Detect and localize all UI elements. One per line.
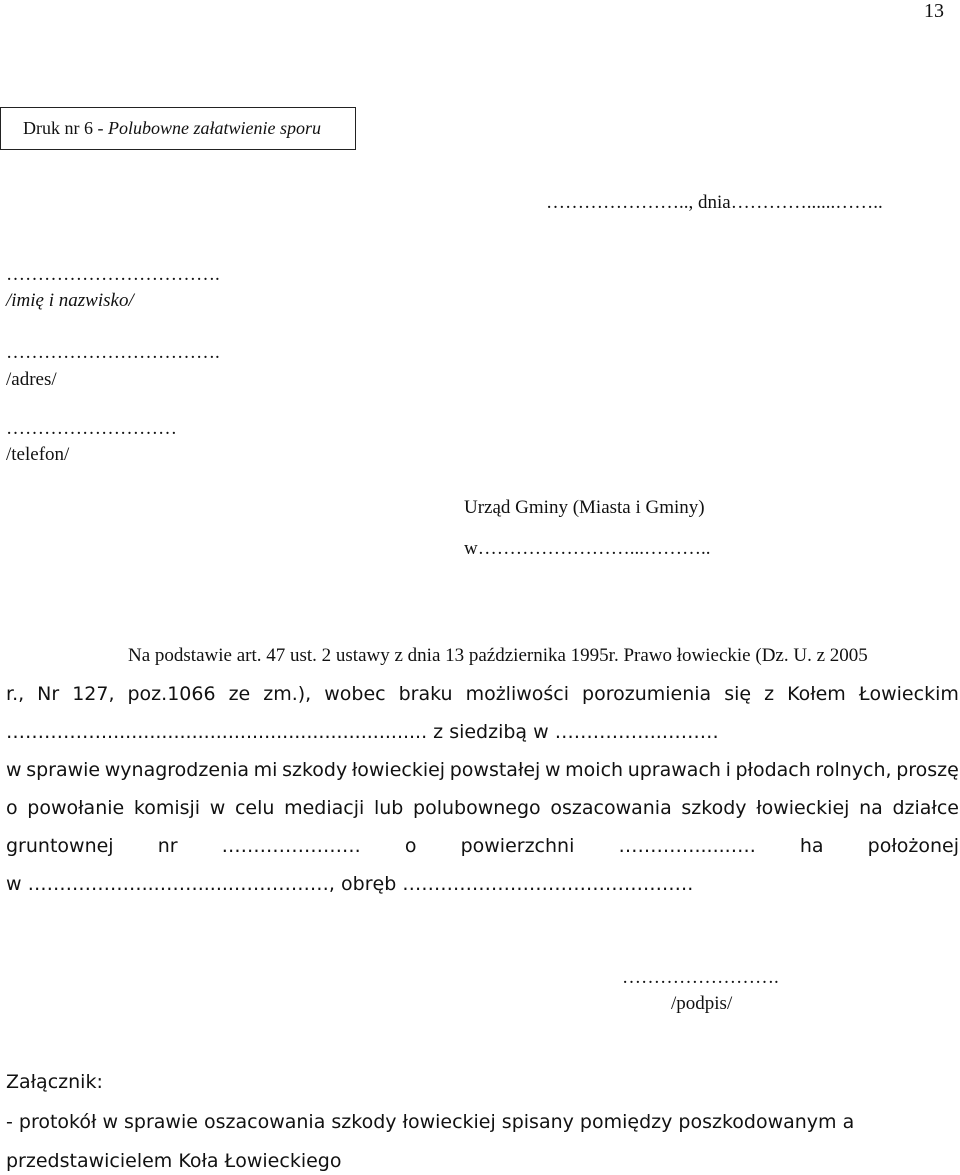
body-line-7: w ………………...……......……………, obręb ……………………………………….	[6, 873, 694, 895]
body-word: wobec	[324, 683, 386, 705]
address-dots: …………………………….	[6, 342, 220, 363]
attachment-line-2: przedstawicielem Koła Łowieckiego	[6, 1150, 342, 1172]
recipient-location: w……………………...………..	[464, 538, 711, 559]
body-word: szkody	[282, 759, 348, 781]
body-word: ze	[228, 683, 251, 705]
body-word: na	[859, 797, 883, 819]
phone-label: /telefon/	[6, 444, 70, 465]
body-word: szkody	[681, 797, 747, 819]
body-word: łowieckiej	[351, 759, 446, 781]
body-word: Łowieckim	[858, 683, 959, 705]
body-word: o	[6, 797, 18, 819]
body-line-2	[6, 683, 959, 705]
body-word: możliwości	[465, 683, 570, 705]
body-word: porozumienia	[582, 683, 712, 705]
address-label: /adres/	[6, 369, 57, 390]
body-word: płodach	[735, 759, 811, 781]
body-word: proszę	[896, 759, 959, 781]
body-word: nr	[157, 835, 178, 857]
body-word: i	[725, 759, 731, 781]
body-word: braku	[398, 683, 453, 705]
name-dots: …………………………….	[6, 264, 220, 285]
body-word: ………………….	[221, 835, 361, 857]
body-word: z	[764, 683, 775, 705]
body-word: mediacji	[284, 797, 365, 819]
place-date-line: ………………….., dnia…………......……..	[546, 192, 883, 213]
name-label: /imię i nazwisko/	[6, 290, 134, 311]
body-word: się	[724, 683, 752, 705]
body-word: powierzchni	[460, 835, 575, 857]
attachment-line-1: - protokół w sprawie oszacowania szkody łowieckiej spisany pomiędzy poszkodowanym a	[6, 1111, 855, 1133]
body-word: komisji	[133, 797, 201, 819]
body-line-5	[6, 797, 959, 819]
phone-dots: ………………………	[6, 418, 177, 439]
body-word: r.,	[6, 683, 25, 705]
body-word: wynagrodzenia	[104, 759, 249, 781]
body-word: mi	[253, 759, 278, 781]
body-word: działce	[892, 797, 959, 819]
signature-label: /podpis/	[671, 993, 733, 1014]
page-number: 13	[924, 0, 944, 22]
body-word: poz.1066	[127, 683, 216, 705]
body-word: lub	[373, 797, 404, 819]
body-word: sprawie	[26, 759, 101, 781]
signature-dots: …………………….	[622, 967, 779, 988]
body-line-3: ……………...................................................... z siedzibą w ……………..………	[6, 721, 719, 743]
form-number: Druk nr 6 -	[23, 118, 104, 138]
form-title: Polubowne załatwienie sporu	[107, 118, 321, 138]
body-word: 127,	[72, 683, 115, 705]
body-line-4	[6, 759, 959, 781]
body-word: polubownego	[413, 797, 541, 819]
body-word: gruntownej	[6, 835, 114, 857]
form-title-box	[0, 107, 356, 150]
body-word: w	[544, 759, 561, 781]
body-word: położonej	[867, 835, 959, 857]
body-word: w	[6, 759, 22, 781]
body-word: Kołem	[787, 683, 846, 705]
body-word: rolnych,	[815, 759, 892, 781]
body-word: w	[209, 797, 226, 819]
body-word: oszacowania	[550, 797, 672, 819]
body-word: ha	[799, 835, 824, 857]
body-word: Nr	[37, 683, 60, 705]
recipient-office: Urząd Gminy (Miasta i Gminy)	[464, 497, 705, 518]
body-word: celu	[234, 797, 275, 819]
body-word: uprawach	[627, 759, 721, 781]
body-line-1: Na podstawie art. 47 ust. 2 ustawy z dnia 13 października 1995r. Prawo łowieckie (Dz. U. z 2005	[128, 645, 868, 666]
body-word: …………......….	[618, 835, 756, 857]
body-word: o	[404, 835, 417, 857]
body-word: zm.),	[263, 683, 312, 705]
body-word: moich	[565, 759, 624, 781]
body-word: powstałej	[449, 759, 541, 781]
body-line-6	[6, 835, 959, 857]
body-word: powołanie	[27, 797, 125, 819]
attachment-heading: Załącznik:	[6, 1071, 103, 1093]
body-word: łowieckiej	[756, 797, 850, 819]
